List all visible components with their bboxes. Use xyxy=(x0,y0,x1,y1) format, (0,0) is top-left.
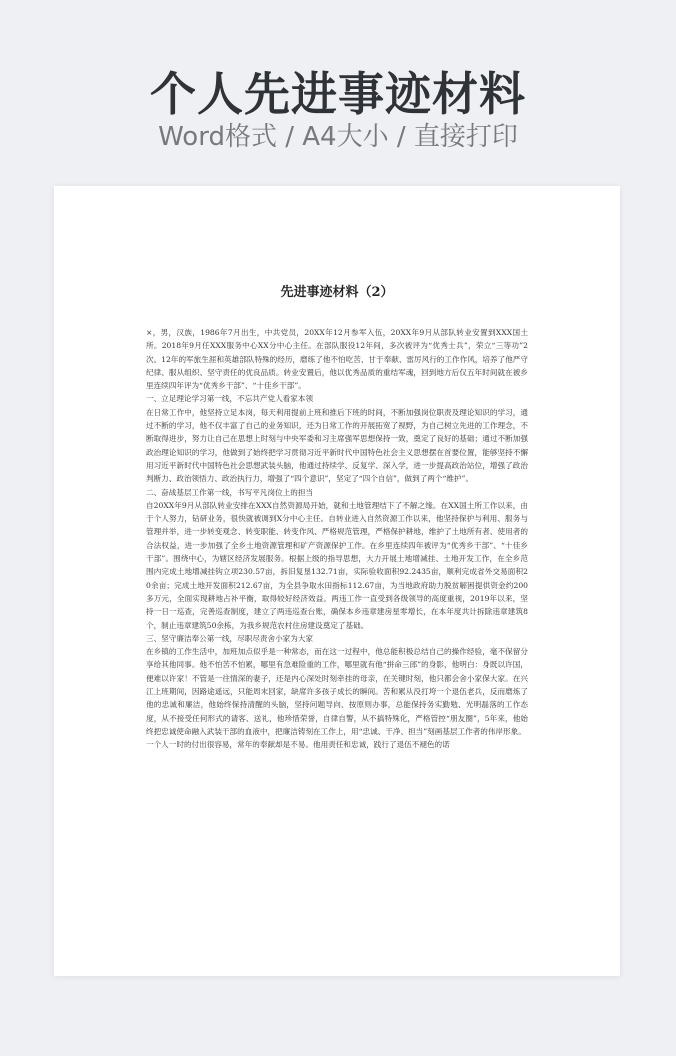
page-subtitle: Word格式 / A4大小 / 直接打印 xyxy=(158,122,518,152)
section-heading: 二、奋战基层工作第一线，书写平凡岗位上的担当 xyxy=(146,487,314,497)
document-paragraph: ×，男，汉族，1986年7月出生，中共党员，20XX年12月参军入伍，20XX年9月从部队转业安置到XXX国土所。2018年9月任XXX服务中心XX分中心主任。在部队服役12年间，多次被评为“优秀士兵”，荣立“三等功”2次。12年的军旅生涯和英雄部队特殊的经历，磨练了他不怕吃苦、甘于奉献、雷厉风行的工作作风，培养了他严守纪律、服从组织、坚守责任的优良品质。转业安置后，他以优秀品质的重结军魂，回到地方后仅五年时间就在被乡里连续四年评为“优秀乡干部”、“十佳乡干部”。 xyxy=(146,328,528,391)
document-paragraph: 自20XX年9月从部队转业安排在XXX自然资源局开始，就和土地管理结下了不解之缘。在XX国土所工作以来，由于个人努力，钻研业务，很快就被调到X分中心主任。自转业进入自然资源工作以来，他坚持保护与利用、服务与管理并举，进一步转变观念、转变职能、转变作风、严格规范管理，严格保护耕地，维护了土地所有者、使用者的合法权益，进一步加强了全乡土地资源管理和矿产资源保护工作。在乡里连续四年被评为“优秀乡干部”、“十佳乡干部”。围绕中心，为辖区经济发展服务。根据上级的指导思想，大力开展土地增减挂、土地开发工作，在全乡范围内完成土地增减挂钩立项230.57亩，拆旧复垦132.71亩，实际验收面积92.2435亩，顺利完成省外交易面积20余亩；完成土地开发面积212.67亩，为全县争取水田指标112.67亩，为当地政府助力脱贫解困提供资金约200多万元，全面实现耕地占补平衡，取得较好经济效益。两违工作一直受到各级领导的高度重视，2019年以来，坚持一日一巡查，完善巡查制度，建立了两违巡查台账，确保本乡违章建房星零增长，在本年度共计拆除违章建筑8个，制止违章建筑50余栋，为我乡规范农村住房建设奠定了基础。 xyxy=(146,500,528,630)
document-paragraph: 在乡镇的工作生活中，加班加点似乎是一种常态，而在这一过程中，他总能积极总结自己的操作经验，毫不保留分享给其他同事。他不怕苦不怕累，哪里有急难险重的工作，哪里就有他“拼命三郎”的身影，他明白：身既以许国，便难以许家！不管是一往情深的妻子，还是内心深处时刻牵挂的母亲，在关键时刻，他只都会舍小家保大家。在兴江上班期间，因路途遥远，只能周末回家，缺席许多孩子成长的瞬间。苦和累从没打垮一个退伍老兵，反而磨炼了他的忠诚和廉洁，他始终保持清醒的头脑，坚持问题导向、按原则办事，总能保持务实勤勉、光明磊落的工作态度，从不接受任何形式的请客、送礼，他珍惜荣誉，自律自警，从不搞特殊化，严格管控“朋友圈”，5年来，他始终把忠诚使命融入武装干部的血液中，把廉洁铸刻在工作上，用“忠诚、干净、担当”刻画基层工作者的伟岸形象。 xyxy=(146,647,528,736)
section-heading: 三、坚守廉洁奉公第一线，尽职尽责舍小家为大家 xyxy=(146,633,314,643)
document-paragraph: 一个人一时的付出很容易，常年的奉献却是不易。他用责任和忠诚，践行了退伍不褪色的诺 xyxy=(146,740,450,750)
document-title: 先进事迹材料（2） xyxy=(280,285,394,300)
document-body xyxy=(146,326,528,752)
page-title: 个人先进事迹材料 xyxy=(150,67,526,121)
section-heading: 一、立足理论学习第一线，不忘共产党人看家本领 xyxy=(146,394,314,404)
document-paragraph: 在日常工作中，他坚持立足本岗，每天利用提前上班和推后下班的时间，不断加强岗位职责及理论知识的学习，通过不断的学习，他不仅丰富了自己的业务知识，还为日常工作的开展拓宽了视野，为自己树立先进的工作理念，不断取得进步，努力让自己在思想上时刻与中央军委和习主席强军思想保持一致，奠定了良好的基础；通过不断加强政治理论知识的学习，他做到了始终把学习贯彻习近平新时代中国特色社会主义思想摆在首要位置，能够坚持不懈用习近平新时代中国特色社会思想武装头脑，他通过持续学、反复学、深入学，进一步提高政治站位，增强了政治判断力、政治领悟力、政治执行力，增强了“四个意识”，坚定了“四个自信”，做到了两个“维护”。 xyxy=(146,407,528,484)
document-page xyxy=(54,186,620,976)
